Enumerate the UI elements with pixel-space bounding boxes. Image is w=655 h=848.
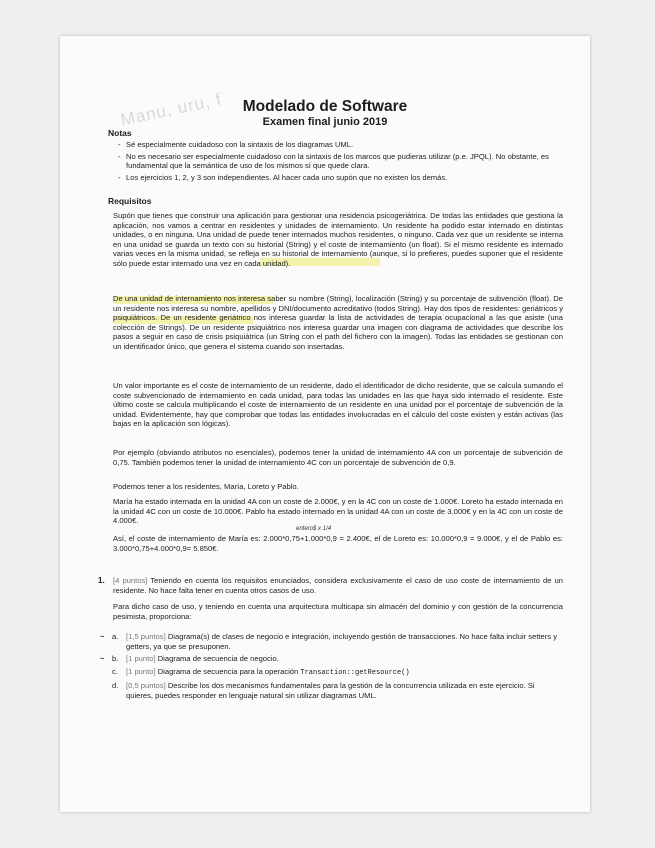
requirements-paragraph: Podemos tener a los residentes, María, Loreto y Pablo. [113, 482, 299, 491]
check-mark: ~ [100, 654, 105, 663]
subquestion-points: [0,5 puntos] [126, 681, 166, 690]
requirements-paragraph: Así, el coste de internamiento de María es: 2.000*0,75+1.000*0,9 = 2.400€, el de Loreto es: 10.000*0,9 = 9.000€, y el de Pablo es: 3.000*0,75+4.000*0,9= 5.850€. [113, 534, 563, 553]
requirements-paragraph: De una unidad de internamiento nos interesa saber su nombre (String), localización (String) y su porcentaje de subvención (float). De un residente nos interesa su nombre, apellidos y DNI/documento acreditativo (todos String). Hay dos tipos de residentes: geriátricos y psiquiátricos. De un residente geriátrico nos interesa guardar la lista de actividades de terapia ocupacional a las que asiste (una colección de Strings). De un residente psiquiátrico nos interesa guardar una imagen con diagrama de actividades que describe los pasos a seguir en caso de crisis psiquiátrica (un String con el path del fichero con la imagen). Todas las entidades se gestionan con un identificador único, que genera el sistema cuando son insertadas. [113, 294, 563, 351]
subquestion-text: Diagrama(s) de clases de negocio e integración, incluyendo gestión de transacciones. No hace falta incluir setters y getters, ya que se presuponen. [126, 632, 557, 651]
question-number: 1. [98, 576, 105, 585]
question-statement [113, 576, 563, 595]
requirements-paragraph: Un valor importante es el coste de internamiento de un residente, dado el identificador de dicho residente, que se calcula sumando el coste subvencionado de internamiento en cada unidad, para todas las unidades en las que haya sido internado el residente. Este último coste se calcula multiplicando el coste de internamiento de un residente en una unidad por el porcentaje de subvención de la unidad. Evidentemente, hay que comprobar que todas las entidades involucradas en el cálculo del coste existen y están activas (las bajas en la aplicación son lógicas). [113, 381, 563, 428]
subquestion-item [112, 666, 560, 679]
subquestion-letter: a. [112, 632, 119, 641]
note-item: - Sé especialmente cuidadoso con la sintaxis de los diagramas UML. [126, 140, 558, 150]
subquestion-letter: c. [112, 666, 118, 676]
subquestion-text: Describe los dos mecanismos fundamentales para la gestión de la concurrencia utilizada en este ejercicio. Si quieres, puedes responder en lenguaje natural sin utilizar diagramas UML. [126, 681, 535, 700]
question-text: Teniendo en cuenta los requisitos enunciados, considera exclusivamente el caso de uso coste de internamiento de un residente. No hace falta tener en cuenta otros casos de uso. [113, 576, 563, 595]
subquestion-item [100, 654, 560, 664]
exam-sheet [60, 36, 590, 812]
subquestion-points: [1,5 puntos] [126, 632, 166, 641]
exam-subtitle: Examen final junio 2019 [262, 116, 388, 128]
requirements-paragraph: Supón que tienes que construir una aplicación para gestionar una residencia psicogeriátrica. De todas las entidades que gestiona la aplicación, nos vamos a centrar en residentes y unidades de internamiento. Un residente ha podido estar internado en distintas unidades, o en ninguna. Una unidad de puede tener internados muchos residentes, o ninguno. Cada vez que un residente se interna en una unidad se guarda un texto con su historial (String) y el coste de internamiento (un float). Si el mismo residente es internado varias veces en la misma unidad, se refleja en su historial de internamiento (aunque, si lo prefieres, puedes suponer que el residente sólo puede estar internado una vez en cada unidad). [113, 211, 563, 268]
check-mark: ~ [100, 632, 105, 641]
note-item: - No es necesario ser especialmente cuidadoso con la sintaxis de los marcos que pudieras utilizar (p.e. JPQL). No obstante, es fundamental que la semántica de uso de los mismos sí que quede clara. [126, 152, 558, 171]
exam-title: Modelado de Software [242, 98, 408, 115]
handwritten-note: entero$ x 1/4 [296, 526, 332, 532]
question-points: [4 puntos] [113, 576, 148, 585]
subquestion-letter: d. [112, 681, 119, 690]
subquestion-item [100, 632, 560, 651]
requirements-paragraph: María ha estado internada en la unidad 4A con un coste de 2.000€, y en la 4C con un coste de 1.000€. Loreto ha estado internada en la unidad 4C con un coste de 10.000€. Pablo ha estado internado en la unidad 4A con un coste de 3.000€ y en la 4C con un coste de 4.000€. [113, 497, 563, 525]
notes-heading: Notas [108, 128, 132, 138]
requirements-paragraph: Por ejemplo (obviando atributos no esenciales), podemos tener la unidad de internamiento 4A con un porcentaje de subvención de 0,75. También podemos tener la unidad de internamiento 4C con un porcentaje de subvención de 0,9. [113, 448, 563, 467]
operation-code: Transaction::getResource() [300, 668, 410, 677]
subquestion-text: Diagrama de secuencia de negocio. [157, 654, 279, 663]
notes-list [126, 140, 558, 184]
question-intro: Para dicho caso de uso, y teniendo en cuenta una arquitectura multicapa sin almacén del dominio y con gestión de la concurrencia pesimista, proporciona: [113, 602, 563, 621]
subquestion-points: [1 punto] [126, 654, 156, 663]
subquestion-item [112, 681, 560, 700]
subquestion-text: Diagrama de secuencia para la operación [157, 666, 299, 676]
subquestion-list [100, 632, 560, 703]
note-item: - Los ejercicios 1, 2, y 3 son independientes. Al hacer cada uno supón que no existen los demás. [126, 173, 558, 183]
pencil-watermark: Manu, uru, f [119, 89, 224, 130]
subquestion-letter: b. [112, 654, 119, 663]
subquestion-points: [1 punto] [126, 666, 156, 676]
requirements-heading: Requisitos [108, 196, 152, 206]
